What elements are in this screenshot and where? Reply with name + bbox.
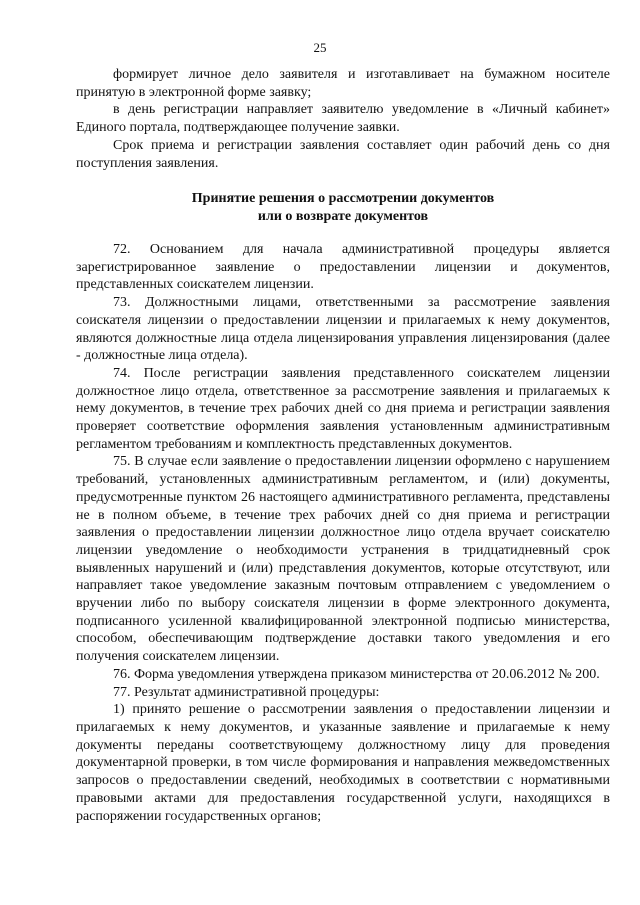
section-body xyxy=(76,241,610,825)
page-number: 25 xyxy=(313,40,327,55)
paragraph: формирует личное дело заявителя и изготавливает на бумажном носителе принятую в электронной форме заявку; xyxy=(76,67,610,100)
paragraph-72: 72. Основанием для начала административной процедуры является зарегистрированное заявление о предоставлении лицензии и документов, представленных соискателем лицензии. xyxy=(76,242,610,293)
paragraph-74: 74. После регистрации заявления представленного соискателем лицензии должностное лицо отдела, ответственное за рассмотрение заявления и прилагаемых к нему документов, в течение трех рабочих дней со дня приема и регистрации заявления проверяет соответствие оформления заявления установленным административным регламентом требованиям и комплектность представленных документов. xyxy=(76,365,610,452)
paragraph-75: 75. В случае если заявление о предоставлении лицензии оформлено с нарушением требований, установленных административным регламентом, и (или) документы, предусмотренные пунктом 26 настоящего административного регламента, представлены не в полном объеме, в течение трех рабочих дней со дня приема и регистрации заявления о предоставлении лицензии должностное лицо отдела вручает соискателю лицензии уведомление о необходимости устранения в тридцатидневный срок выявленных нарушений и (или) представления документов, которые отсутствуют, или направляет такое уведомление заказным почтовым отправлением с уведомлением о вручении либо по выбору соискателя лицензии в форме электронного документа, подписанного усиленной квалифицированной электронной подписью министерства, способом, обеспечивающим подтверждение доставки такого уведомления и его получения соискателем лицензии. xyxy=(76,454,610,665)
intro-text xyxy=(76,66,610,172)
paragraph-76: 76. Форма уведомления утверждена приказом министерства от 20.06.2012 № 200. xyxy=(113,666,600,682)
section-heading-line: или о возврате документов xyxy=(257,208,429,224)
paragraph-77-item-1: 1) принято решение о рассмотрении заявления о предоставлении лицензии и прилагаемых к нему документов, и указанные заявление и прилагаемые к нему документы переданы соответствующему должностному лицу для проведения документарной проверки, в том числе формирования и направления межведомственных запросов о предоставлении сведений, необходимых в соответствии с нормативными правовыми актами для предоставления государственной услуги, находящихся в распоряжении государственных органов; xyxy=(76,702,610,824)
section-heading xyxy=(76,190,610,225)
section-heading-line: Принятие решения о рассмотрении документов xyxy=(191,191,495,206)
paragraph: в день регистрации направляет заявителю уведомление в «Личный кабинет» Единого портала, подтверждающее получение заявки. xyxy=(76,102,610,136)
paragraph-77: 77. Результат административной процедуры: xyxy=(113,684,380,700)
paragraph: Срок приема и регистрации заявления составляет один рабочий день со дня поступления заявления. xyxy=(76,137,610,171)
paragraph-73: 73. Должностными лицами, ответственными за рассмотрение заявления соискателя лицензии о предоставлении лицензии и прилагаемых к нему документов, являются должностные лица отдела лицензирования управления лицензирования (далее - должностные лица отдела). xyxy=(76,295,610,364)
